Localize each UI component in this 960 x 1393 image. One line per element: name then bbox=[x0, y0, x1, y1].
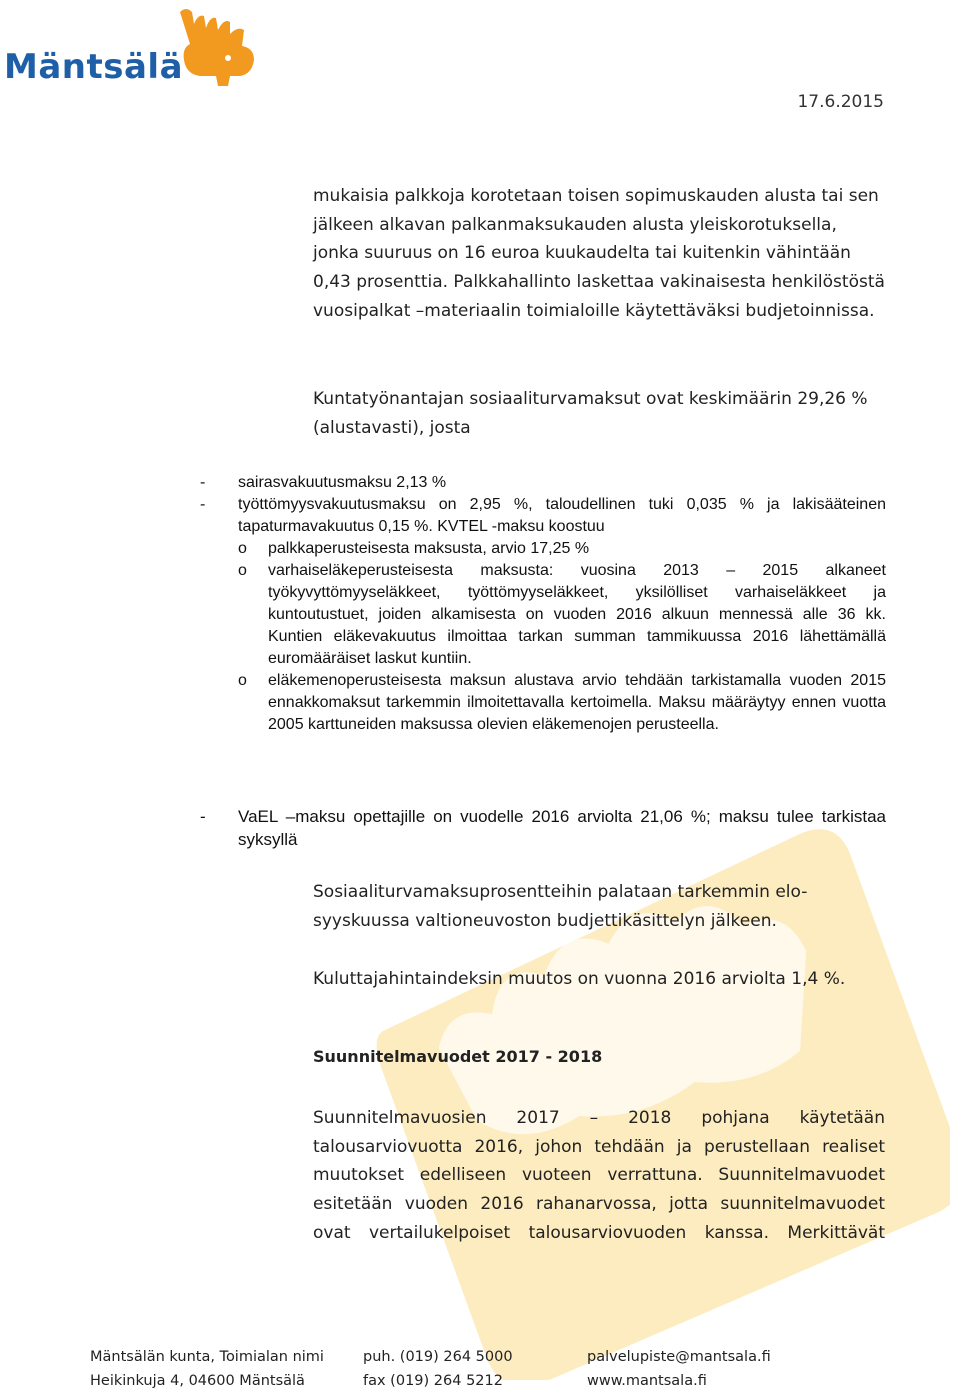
paragraph-social-security: Kuntatyönantajan sosiaaliturvamaksut ovat keskimäärin 29,26 % (alustavasti), josta bbox=[313, 389, 868, 438]
list-marker: - bbox=[200, 807, 206, 826]
document-date: 17.6.2015 bbox=[797, 92, 884, 112]
sub-list-item-text: eläkemenoperusteisesta maksun alustava arvio tehdään tarkistamalla vuoden 2015 ennakkomaksut tarkemmin ilmoitettavalla kertoimella. Maksu määräytyy ennen vuotta 2005 karttuneiden maksussa olevien eläkemenojen perusteella. bbox=[268, 672, 886, 733]
sub-list-marker: o bbox=[238, 562, 247, 579]
sub-list-marker: o bbox=[238, 540, 247, 557]
paragraph-planning-years: Suunnitelmavuosien 2017 – 2018 pohjana käytetään talousarviovuotta 2016, johon tehdään ja perustellaan realiset muutokset edelliseen vuoteen verrattuna. Suunnitelmavuodet esitetään vuoden 2016 rahanarvossa, jotta suunnitelmavuodet ovat vertailukelpoiset talousarviovuoden kanssa. Merkittävät bbox=[313, 1108, 885, 1243]
list-marker: - bbox=[200, 496, 206, 513]
list-item-text: työttömyysvakuutusmaksu on 2,95 %, taloudellinen tuki 0,035 % ja lakisääteinen tapaturmavakuutus 0,15 %. KVTEL -maksu koostuu bbox=[238, 496, 886, 535]
list-item-text: VaEL –maksu opettajille on vuodelle 2016 arviolta 21,06 %; maksu tulee tarkistaa syksyllä bbox=[238, 807, 886, 849]
sub-list-item-text: palkkaperusteisesta maksusta, arvio 17,25 % bbox=[268, 540, 590, 557]
paragraph-price-index: Kuluttajahintaindeksin muutos on vuonna 2016 arviolta 1,4 %. bbox=[313, 969, 846, 989]
paragraph-salary-increase: mukaisia palkkoja korotetaan toisen sopimuskauden alusta tai sen jälkeen alkavan palkanmaksukauden alusta yleiskorotuksella, jonka suuruus on 16 euroa kuukaudelta tai kuitenkin vähintään 0,43 prosenttia. Palkkahallinto laskettaa vakinaisesta henkilöstöstä vuosipalkat –materiaalin toimialoille käytettäväksi budjetoinnissa. bbox=[313, 186, 885, 321]
sub-list-item bbox=[238, 560, 886, 670]
footer-address-column bbox=[90, 1345, 324, 1393]
sub-list-item-text: varhaiseläkeperusteisesta maksusta: vuosina 2013 – 2015 alkaneet työkyvyttömyyseläkkeet, työttömyyseläkkeet, yksilölliset varhaiseläkkeet ja kuntoutustuet, joiden alkamisesta on vuoden 2016 alkuun mennessä alle 36 kk. Kuntien eläkevakuutus ilmoittaa tarkan summan tammikuussa 2016 lähettämällä euromääräiset laskut kuntiin. bbox=[268, 562, 886, 667]
list-item bbox=[200, 472, 886, 494]
list-item bbox=[200, 805, 886, 851]
footer-email[interactable]: palvelupiste@mantsala.fi bbox=[587, 1349, 771, 1365]
sub-list-marker: o bbox=[238, 672, 247, 689]
footer-phone-column bbox=[363, 1345, 513, 1393]
footer-web[interactable]: www.mantsala.fi bbox=[587, 1373, 707, 1389]
footer-fax: fax (019) 264 5212 bbox=[363, 1373, 503, 1389]
sub-list-item bbox=[238, 538, 886, 560]
footer-org: Mäntsälän kunta, Toimialan nimi bbox=[90, 1349, 324, 1365]
section-heading: Suunnitelmavuodet 2017 - 2018 bbox=[313, 1047, 603, 1066]
footer-phone: puh. (019) 264 5000 bbox=[363, 1349, 513, 1365]
list-marker: - bbox=[200, 474, 206, 491]
sub-list-item bbox=[238, 670, 886, 736]
footer-address: Heikinkuja 4, 04600 Mäntsälä bbox=[90, 1373, 305, 1389]
moose-logo-icon bbox=[170, 4, 262, 88]
paragraph-budget-review: Sosiaaliturvamaksuprosentteihin palataan tarkemmin elo-syyskuussa valtioneuvoston budjettikäsittelyn jälkeen. bbox=[313, 882, 808, 931]
logo-text: Mäntsälä bbox=[4, 47, 184, 87]
contribution-list bbox=[200, 472, 886, 736]
mantsala-logo bbox=[0, 0, 270, 95]
list-item bbox=[200, 494, 886, 538]
vael-list bbox=[200, 805, 886, 851]
list-item-text: sairasvakuutusmaksu 2,13 % bbox=[238, 474, 447, 491]
footer-contact-column bbox=[587, 1345, 771, 1393]
